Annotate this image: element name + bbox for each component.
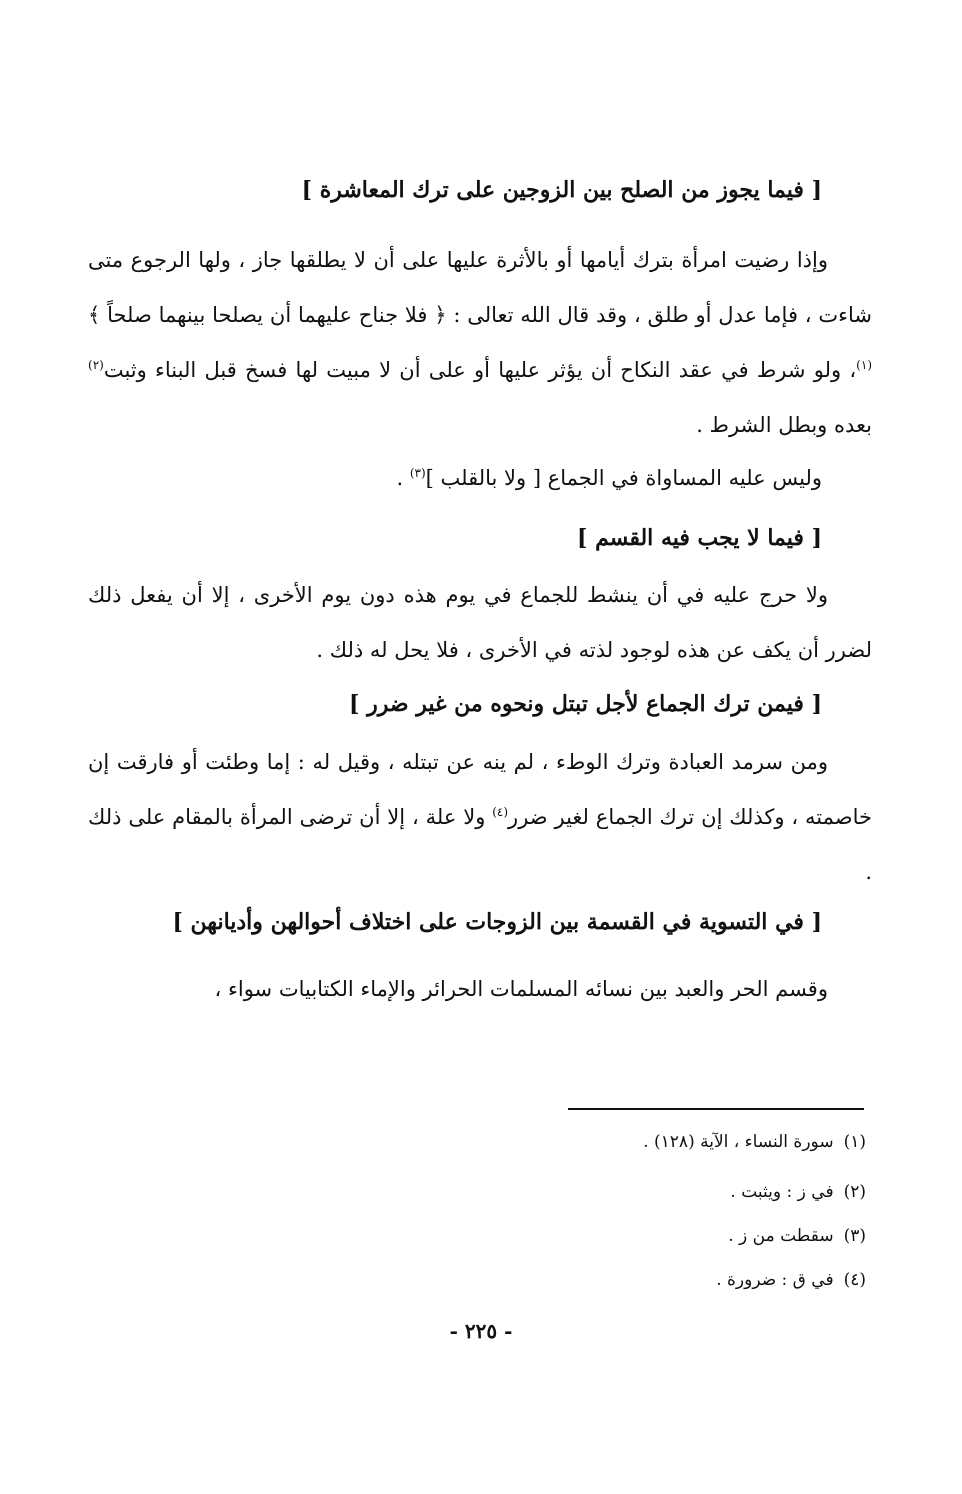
footnote-text: سورة النساء ، الآية (١٢٨) . (643, 1132, 834, 1152)
paragraph-part: ولا علة ، إلا أن ترضى المرأة بالمقام على ذلك . (88, 805, 872, 884)
paragraph-part: ومن سرمد العبادة وترك الوطء ، لم ينه عن تبتله ، وقيل له : إما وطئت أو فارقت إن خاصمته ، وكذلك إن ترك الجماع لغير ضرر (88, 750, 872, 829)
footnote-ref-3: (٣) (409, 466, 426, 480)
footnote-divider (568, 1108, 864, 1110)
footnote-ref-4: (٤) (492, 805, 509, 819)
section-heading-no-division: [ فيما لا يجب فيه القسم ] (577, 525, 822, 551)
paragraph-text (88, 233, 872, 453)
footnote-3 (728, 1222, 866, 1250)
paragraph-part: . (396, 466, 410, 490)
footnote-ref-2: (٢) (88, 358, 104, 372)
footnote-1 (643, 1128, 866, 1156)
section-heading-reconciliation: [ فيما يجوز من الصلح بين الزوجين على ترك المعاشرة ] (301, 177, 822, 203)
paragraph-part: ، ولو شرط في عقد النكاح أن يؤثر عليها أو على أن لا مبيت لها فسخ قبل البناء وثبت (103, 358, 857, 382)
footnote-number: (٢) (843, 1182, 866, 1202)
paragraph-part: وليس عليه المساواة في الجماع [ ولا بالقلب ] (425, 466, 822, 490)
paragraph-equal-division (88, 962, 872, 1017)
paragraph-text: وقسم الحر والعبد بين نسائه المسلمات الحرائر والإماء الكتابيات سواء ، (214, 977, 828, 1001)
paragraph-no-division (88, 568, 872, 678)
footnote-4 (716, 1266, 866, 1294)
footnote-text: في ز : ويثبت . (730, 1182, 834, 1202)
section-heading-abstinence: [ فيمن ترك الجماع لأجل تبتل ونحوه من غير ضرر ] (349, 691, 822, 717)
section-heading-equal-division: [ في التسوية في القسمة بين الزوجات على اختلاف أحوالهن وأديانهن ] (172, 909, 822, 935)
footnote-2 (730, 1178, 866, 1206)
paragraph-abstinence (88, 735, 872, 900)
paragraph-text (88, 735, 872, 900)
footnote-number: (٤) (843, 1270, 866, 1290)
footnote-number: (١) (843, 1132, 866, 1152)
footnote-text: سقطت من ز . (728, 1226, 834, 1246)
footnote-number: (٣) (843, 1226, 866, 1246)
footnote-ref-1: (١) (856, 358, 872, 372)
paragraph-reconciliation (88, 233, 872, 453)
paragraph-part: وإذا رضيت امرأة بترك أيامها أو بالأثرة عليها على أن لا يطلقها جاز ، ولها الرجوع متى شاءت ، فإما عدل أو طلق ، وقد قال الله تعالى : ﴿ فلا جناح عليهما أن يصلحا بينهما صلحاً ﴾ (88, 248, 872, 327)
paragraph-equality (396, 458, 822, 498)
footnote-text: في ق : ضرورة . (716, 1270, 834, 1290)
paragraph-part: بعده وبطل الشرط . (696, 413, 872, 437)
paragraph-text: ولا حرج عليه في أن ينشط للجماع في يوم هذه دون يوم الأخرى ، إلا أن يفعل ذلك لضرر أن يكف عن هذه لوجود لذته في الأخرى ، فلا يحل له ذلك . (88, 583, 872, 662)
page-number: - ٢٢٥ - (449, 1319, 513, 1343)
